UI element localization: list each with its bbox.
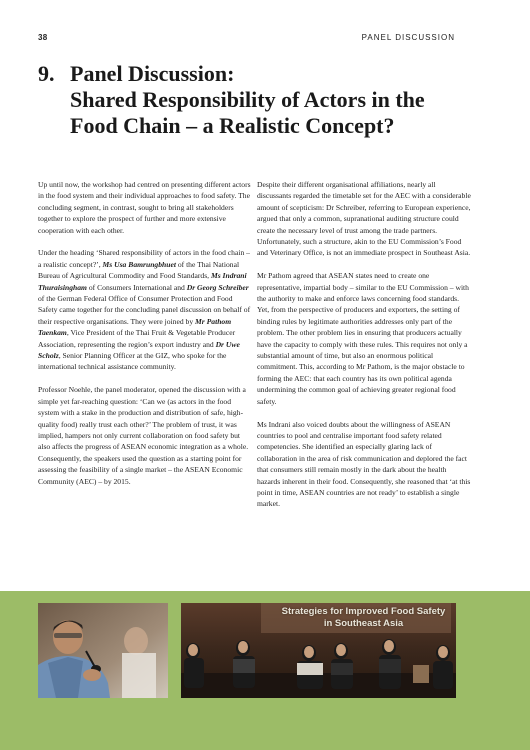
conference-banner	[276, 606, 451, 630]
text-span: Under the heading ‘Shared responsibility of actors in the food chain – a realistic concept?’,	[38, 248, 250, 269]
photo-panel	[181, 603, 456, 698]
panelist-name: Mr Pathom Taenkam	[38, 316, 232, 338]
paragraph-intro: Up until now, the workshop had centred on presenting different actors in the food system and their individual approaches to food safety. The concluding segment, in contrast, sought to bring all stakeholders together to explore the prospect of further and more extensive cooperation with each other.	[38, 180, 251, 235]
page-title	[38, 61, 478, 139]
text-span: of the Thai National Bureau of Agricultural Commodity and Food Standards,	[38, 259, 240, 281]
title-line-2: Shared Responsibility of Actors in the	[70, 87, 425, 112]
text-span: of the German Federal Office of Consumer Protection and Food Safety came together for the concluding panel discussion on behalf of their respective organisations. They were joined by	[38, 294, 251, 326]
panelist-name: Ms Indrani Thuraisingham	[38, 271, 247, 292]
section-number: 9.	[38, 61, 55, 86]
banner-line-2: in Southeast Asia	[323, 618, 404, 629]
photo-band	[0, 591, 530, 750]
running-head: PANEL DISCUSSION	[361, 33, 455, 42]
banner-line-1: Strategies for Improved Food Safety	[281, 606, 446, 617]
right-column	[257, 179, 471, 521]
paragraph-panelists	[38, 247, 252, 372]
text-span: , Senior Planning Officer at the GIZ, who spoke for the international technical assistance community.	[38, 351, 227, 372]
text-span: of Consumers International and	[86, 282, 187, 292]
paragraph-indrani: Ms Indrani also voiced doubts about the willingness of ASEAN countries to pool and centralise important food safety related competencies. She identified an especially glaring lack of collaboration in the area of risk communication and deplored the fact that consumers still remain mostly in the dark about the health hazards inherent in their food. Consequently, she reasoned that ‘at this point in time, ASEAN countries are not ready’ to establish a single market.	[257, 419, 471, 509]
paragraph-pathom: Mr Pathom agreed that ASEAN states need to create one representative, impartial body – similar to the EU Commission – with the authority to make and enforce laws concerning food standards. Yet, from the perspective of producers and exporters, the setting of binding rules by legitimate authorities addresses only part of the problem. The other problem lies in ensuring that producers actually have the capacity to comply with these rules. This requires not only a substantial amount of time, but also an enormous political commitment. This, according to Mr Pathom, is the major obstacle to forming the AEC: that each country has its own political agenda undermining the common goal of achieving greater regional food safety.	[257, 271, 469, 406]
left-column	[38, 179, 252, 498]
paragraph-scepticism: Despite their different organisational affiliations, nearly all discussants regarded the timetable set for the AEC with a considerable amount of scepticism: Dr Schreiber, referring to European experience, argued that only a common, supranational auditing structure could create the necessary level of trust among the trade partners. Unfortunately, such a structure, akin to the EU Commission’s Food and Veterinary Office, is not an immediate prospect in Southeast Asia.	[257, 180, 471, 258]
paragraph-moderator: Professor Noehle, the panel moderator, opened the discussion with a simple yet far-reaching question: ‘Can we (as actors in the food system with a stake in the production and distribution of safe, high-quality food) really trust each other?’ The problem of trust, it was implied, hampers not only current collaboration on food safety but also affects the progress of ASEAN economic integration as a whole. Consequently, the speakers used the question as a starting point for assessing the feasibility of a single market – the ASEAN Economic Community (AEC) – by 2015.	[38, 385, 249, 486]
speaker-photo-illustration	[38, 603, 168, 698]
text-span: , Vice President of the Thai Fruit & Vegetable Producer Association, representing the region’s export industry and	[38, 328, 236, 349]
title-lines	[70, 61, 478, 139]
title-line-3: Food Chain – a Realistic Concept?	[70, 113, 395, 138]
panelist-name: Dr Uwe Scholz	[38, 339, 240, 361]
title-line-1: Panel Discussion:	[70, 61, 235, 86]
panelist-name: Ms Usa Bamrungbhuet	[102, 259, 176, 269]
panelist-name: Dr Georg Schreiber	[186, 282, 249, 292]
photo-speaker	[38, 603, 168, 698]
page-number: 38	[38, 33, 48, 42]
